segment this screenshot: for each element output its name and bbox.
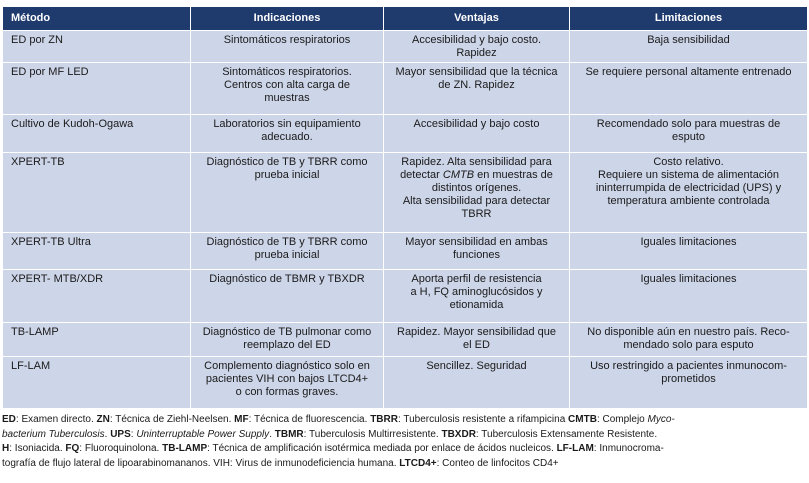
indications-line: Sintomáticos respiratorios.	[222, 66, 352, 78]
table-row	[3, 31, 808, 63]
table-row	[3, 233, 808, 270]
advantages-line: funciones	[452, 249, 501, 261]
footnote-segment: : Técnica de Ziehl-Neelsen.	[109, 414, 235, 425]
advantages-line: Rapidez. Alta sensibilidad para	[401, 156, 552, 168]
limitations-line: prometidos	[661, 373, 716, 385]
indications-cell	[191, 323, 384, 357]
header-limitations: Limitaciones	[570, 7, 808, 31]
footnote-segment: TB-LAMP	[162, 443, 208, 454]
footnote-segment: TBXDR	[441, 428, 476, 440]
limitations-line: Iguales limitaciones	[640, 273, 737, 285]
footnote-segment: tografía de flujo lateral de lipoarabinomananos. VIH: Virus de inmunodeficiencia humana.	[2, 457, 400, 469]
method-cell: XPERT-TB	[3, 153, 191, 233]
limitations-cell	[570, 31, 808, 63]
footnote-segment: :	[130, 428, 137, 440]
table-header-row	[3, 7, 808, 31]
footnote-segment: .	[269, 428, 275, 440]
advantages-line: detectar CMTB en muestras de	[400, 169, 553, 181]
limitations-line: Uso restringido a pacientes inmunocom-	[590, 360, 787, 372]
method-cell: TB-LAMP	[3, 323, 191, 357]
method-cell: ED por ZN	[3, 31, 191, 63]
indications-line: adecuado.	[261, 131, 313, 143]
footnote-segment: UPS	[110, 428, 131, 440]
limitations-line: Se requiere personal altamente entrenado	[585, 66, 792, 78]
footnote-segment: : Inmunocroma-	[593, 443, 664, 454]
limitations-cell	[570, 115, 808, 153]
header-advantages: Ventajas	[384, 7, 570, 31]
limitations-cell	[570, 357, 808, 409]
diagnostic-methods-table	[2, 6, 808, 409]
footnote-segment: : Tuberculosis Multirresistente.	[303, 428, 442, 440]
indications-line: Centros con alta carga de	[224, 79, 350, 91]
indications-line: muestras	[264, 92, 310, 104]
footnote-segment: LTCD4+	[399, 457, 437, 469]
advantages-line: TBRR	[461, 208, 492, 220]
indications-line: prueba inicial	[254, 169, 320, 181]
limitations-line: No disponible aún en nuestro país. Reco-	[587, 326, 790, 338]
method-cell: LF-LAM	[3, 357, 191, 409]
indications-line: Diagnóstico de TBMR y TBXDR	[209, 273, 365, 285]
advantages-line: Accesibilidad y bajo costo.	[411, 34, 541, 46]
limitations-line: temperatura ambiente controlada	[607, 195, 770, 207]
table-body	[3, 31, 808, 409]
indications-cell	[191, 63, 384, 115]
limitations-line: ininterrumpida de electricidad (UPS) y	[595, 182, 782, 194]
footnote-segment: : Técnica de fluorescencia.	[248, 414, 371, 425]
footnote-segment: FQ	[65, 443, 80, 454]
table-row	[3, 323, 808, 357]
advantages-line: etionamida	[449, 299, 504, 311]
advantages-line: de ZN. Rapidez	[438, 79, 515, 91]
advantages-cell	[384, 323, 570, 357]
advantages-cell	[384, 357, 570, 409]
footnote-segment: : Complejo	[596, 414, 648, 425]
advantages-cell	[384, 63, 570, 115]
footnote-segment: : Isoniacida.	[9, 443, 66, 454]
indications-line: pacientes VIH con bajos LTCD4+	[205, 373, 369, 385]
footnote-segment: : Conteo de linfocitos CD4+	[436, 457, 559, 469]
footnote-line	[2, 457, 807, 472]
indications-line: prueba inicial	[254, 249, 320, 261]
advantages-line: Mayor sensibilidad en ambas	[405, 236, 548, 248]
limitations-line: Requiere un sistema de alimentación	[598, 169, 779, 181]
indications-line: Diagnóstico de TB y TBRR como	[206, 236, 368, 248]
footnote-line	[2, 442, 807, 457]
footnote-segment: ZN	[96, 414, 110, 425]
abbreviations-footnote	[2, 413, 807, 471]
footnote-segment: Myco-	[647, 414, 675, 425]
advantages-cell	[384, 153, 570, 233]
footnote-segment: : Fluoroquinolona.	[79, 443, 163, 454]
limitations-line: esputo	[671, 131, 706, 143]
advantages-line: Mayor sensibilidad que la técnica	[395, 66, 558, 78]
table-row	[3, 115, 808, 153]
table-row	[3, 63, 808, 115]
limitations-line: mendado solo para esputo	[623, 339, 754, 351]
indications-line: Sintomáticos respiratorios	[223, 34, 351, 46]
advantages-line: Rapidez	[456, 47, 497, 59]
footnote-line	[2, 428, 807, 443]
advantages-line: Accesibilidad y bajo costo	[413, 118, 540, 130]
limitations-cell	[570, 63, 808, 115]
indications-line: Diagnóstico de TB y TBRR como	[206, 156, 368, 168]
footnote-segment: TBMR	[274, 428, 304, 440]
indications-cell	[191, 233, 384, 270]
advantages-line: Aporta perfil de resistencia	[411, 273, 542, 285]
footnote-segment: : Tuberculosis resistente a rifampicina	[397, 414, 569, 425]
footnote-segment: bacterium Tuberculosis	[2, 428, 105, 440]
limitations-line: Recomendado solo para muestras de	[596, 118, 781, 130]
footnote-segment: .	[104, 428, 111, 440]
method-cell: XPERT- MTB/XDR	[3, 270, 191, 323]
footnote-segment: : Técnica de amplificación isotérmica mediada por enlace de ácidos nucleicos.	[207, 443, 557, 454]
method-cell: XPERT-TB Ultra	[3, 233, 191, 270]
indications-line: Diagnóstico de TB pulmonar como	[202, 326, 372, 338]
advantages-line: Sencillez. Seguridad	[426, 360, 527, 372]
advantages-line: Rapidez. Mayor sensibilidad que	[397, 326, 556, 338]
limitations-cell	[570, 233, 808, 270]
limitations-cell	[570, 323, 808, 357]
table-row	[3, 270, 808, 323]
advantages-cell	[384, 31, 570, 63]
indications-cell	[191, 357, 384, 409]
footnote-segment: : Examen directo.	[15, 414, 97, 425]
indications-cell	[191, 115, 384, 153]
limitations-line: Baja sensibilidad	[647, 34, 730, 46]
header-indications: Indicaciones	[191, 7, 384, 31]
footnote-segment: Uninterruptable Power Supply	[136, 428, 270, 440]
footnote-segment: LF-LAM	[556, 443, 594, 454]
method-cell: Cultivo de Kudoh-Ogawa	[3, 115, 191, 153]
footnote-segment: ED	[2, 414, 16, 425]
header-method: Método	[3, 7, 191, 31]
footnote-segment: H	[2, 443, 10, 454]
advantages-cell	[384, 233, 570, 270]
advantages-line: Alta sensibilidad para detectar	[402, 195, 551, 207]
footnote-segment: TBRR	[370, 414, 398, 425]
indications-line: Complemento diagnóstico solo en	[204, 360, 370, 372]
indications-line: reemplazo del ED	[243, 339, 331, 351]
footnote-line	[2, 413, 807, 428]
table-row	[3, 357, 808, 409]
advantages-line: a H, FQ aminoglucósidos y	[410, 286, 543, 298]
advantages-line: el ED	[463, 339, 490, 351]
advantages-line: distintos orígenes.	[431, 182, 522, 194]
method-cell: ED por MF LED	[3, 63, 191, 115]
limitations-line: Costo relativo.	[653, 156, 724, 168]
footnote-segment: : Tuberculosis Extensamente Resistente.	[475, 428, 658, 440]
advantages-cell	[384, 270, 570, 323]
indications-line: Laboratorios sin equipamiento	[213, 118, 361, 130]
indications-cell	[191, 270, 384, 323]
indications-cell	[191, 153, 384, 233]
limitations-cell	[570, 153, 808, 233]
table-row	[3, 153, 808, 233]
limitations-line: Iguales limitaciones	[640, 236, 737, 248]
footnote-segment: CMTB	[568, 414, 597, 425]
footnote-segment: MF	[234, 414, 249, 425]
indications-cell	[191, 31, 384, 63]
limitations-cell	[570, 270, 808, 323]
advantages-cell	[384, 115, 570, 153]
indications-line: o con formas graves.	[235, 386, 339, 398]
